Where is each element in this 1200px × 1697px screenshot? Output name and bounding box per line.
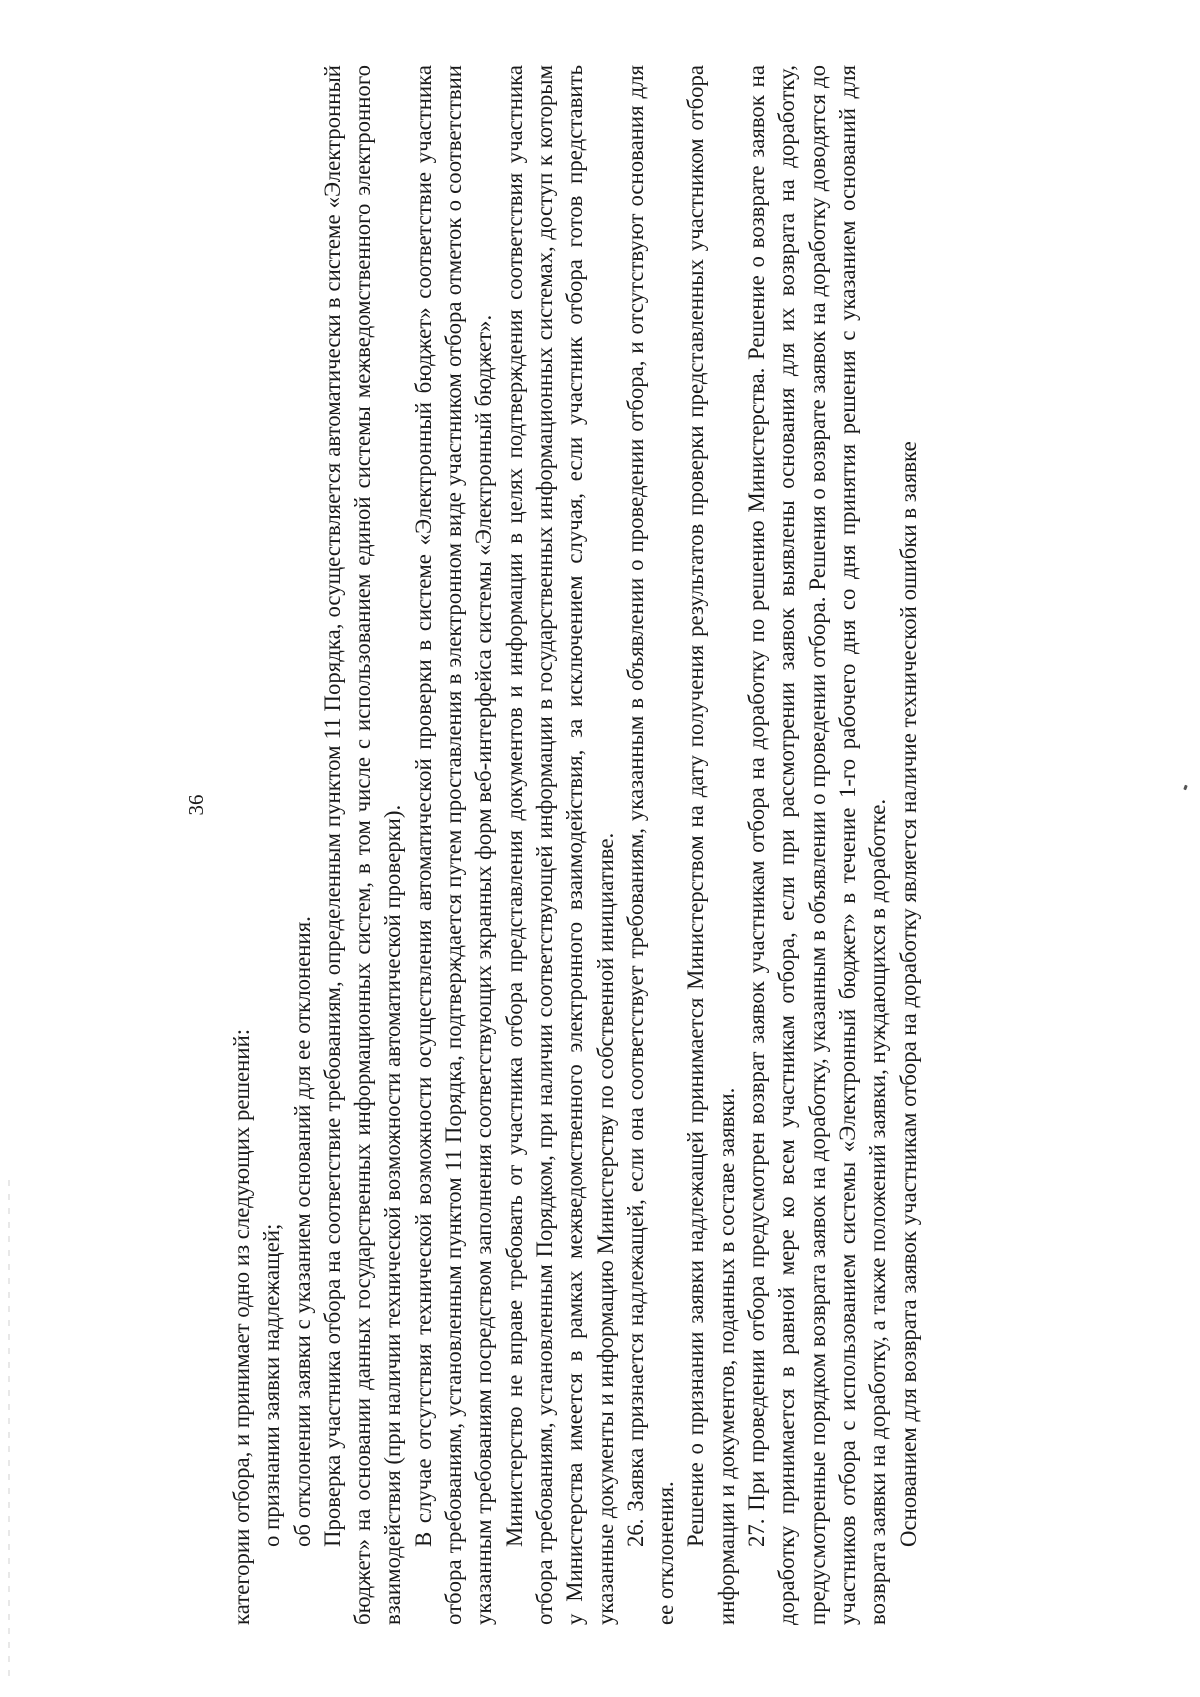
- paragraph: 27. При проведении отбора предусмотрен возврат заявок участникам отбора на доработку по решению Министерства. Решение о возврате заявок на доработку принимается в равной мере ко всем участникам отбора, если при рассмотрении заявок выявлены основания для их возврата на доработку, предусмотренные порядком возврата заявок на доработку, указанным в объявлении о проведении отбора. Решения о возврате заявок на доработку доводятся до участников отбора с использованием системы «Электронный бюджет» в течение 1-го рабочего дня со дня принятия решения с указанием оснований для возврата заявки на доработку, а также положений заявки, нуждающихся в доработке.: [744, 65, 891, 1625]
- scan-dust-mark: [1183, 785, 1188, 791]
- paragraph: Решение о признании заявки надлежащей принимается Министерством на дату получения результатов проверки представленных участником отбора информации и документов, поданных в составе заявки.: [683, 65, 739, 1625]
- document-body: [227, 65, 924, 1625]
- paragraph: о признании заявки надлежащей;: [259, 1223, 285, 1547]
- paragraph: В случае отсутствия технической возможности осуществления автоматической проверки в системе «Электронный бюджет» соответствие участника отбора требованиям, установленным пунктом 11 Порядка, подтверждается путем проставления в электронном виде участником отбора отметок о соответствии указанным требованиям посредством заполнения соответствующих экранных форм веб-интерфейса системы «Электронный бюджет».: [410, 65, 497, 1625]
- scan-edge-artifact: [8, 1180, 10, 1680]
- page-number: 36: [184, 794, 208, 816]
- document-page: [165, 65, 1065, 1625]
- paragraph: 26. Заявка признается надлежащей, если она соответствует требованиям, указанным в объявлении о проведении отбора, и отсутствуют основания для ее отклонения.: [622, 65, 679, 1625]
- paragraph: Проверка участника отбора на соответствие требованиям, определенным пунктом 11 Порядка, осуществляется автоматически в системе «Электронный бюджет» на основании данных государственных информационных систем, в том числе с использованием единой системы межведомственного электронного взаимодействия (при наличии технической возможности автоматической проверки).: [319, 65, 406, 1625]
- paragraph: об отклонении заявки с указанием оснований для ее отклонения.: [289, 916, 315, 1547]
- paragraph: категории отбора, и принимает одно из следующих решений:: [229, 1028, 254, 1625]
- paragraph: Министерство не вправе требовать от участника отбора представления документов и информации в целях подтверждения соответствия участника отбора требованиям, установленным Порядком, при наличии соответствующей информации в государственных информационных системах, доступ к которым у Министерства имеется в рамках межведомственного электронного взаимодействия, за исключением случая, если участник отбора готов представить указанные документы и информацию Министерству по собственной инициативе.: [501, 65, 618, 1625]
- paragraph: Основанием для возврата заявок участникам отбора на доработку является наличие технической ошибки в заявке: [895, 441, 921, 1547]
